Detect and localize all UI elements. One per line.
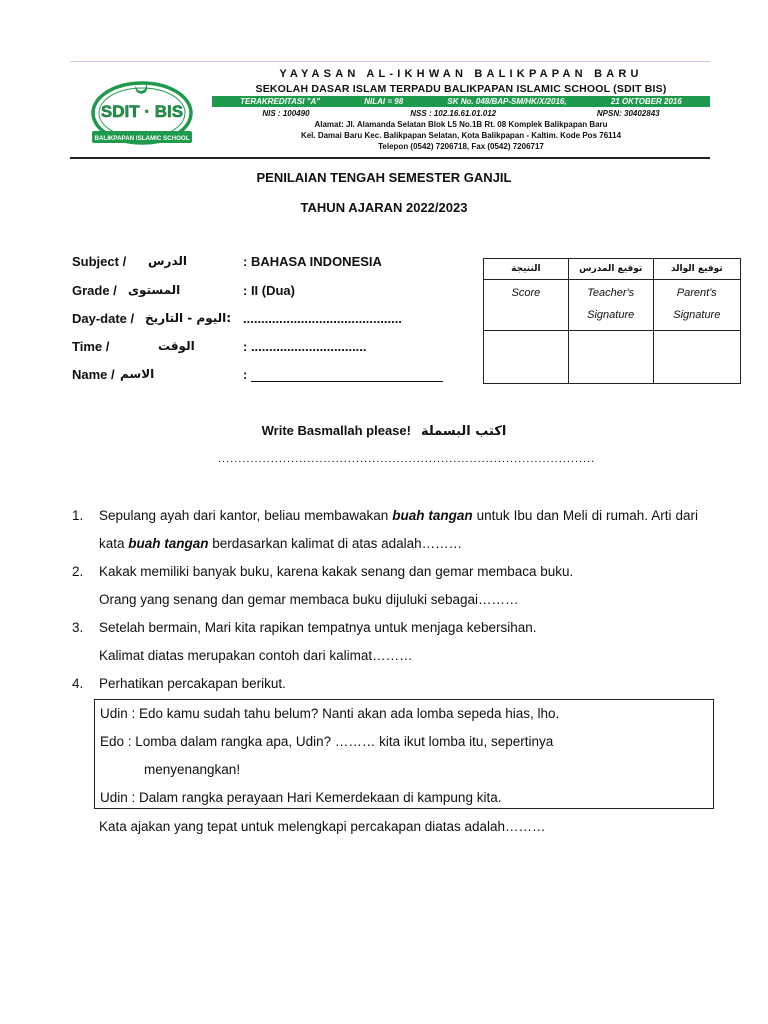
teacher-label-2: Signature bbox=[587, 309, 635, 321]
question-2-line-1: Kakak memiliki banyak buku, karena kakak senang dan gemar membaca buku. bbox=[99, 564, 574, 579]
subject-label: Subject / bbox=[72, 254, 127, 269]
grade-label: Grade / bbox=[72, 283, 117, 298]
parent-header bbox=[653, 280, 740, 331]
school-name: SEKOLAH DASAR ISLAM TERPADU BALIKPAPAN ISLAMIC SCHOOL (SDIT BIS) bbox=[255, 83, 667, 95]
subject-arabic: الدرس bbox=[148, 254, 188, 268]
name-arabic: الاسم bbox=[120, 367, 155, 381]
score-cell[interactable] bbox=[484, 331, 569, 384]
dialog-line-2: Edo : Lomba dalam rangka apa, Udin? ……… kita ikut lomba itu, sepertinya bbox=[100, 734, 554, 749]
question-3-line-2: Kalimat diatas merupakan contoh dari kalimat……… bbox=[99, 648, 413, 663]
grade-row bbox=[72, 283, 472, 303]
phone-line: Telepon (0542) 7206718, Fax (0542) 7206717 bbox=[378, 142, 544, 151]
teacher-header bbox=[568, 280, 653, 331]
teacher-signature-cell[interactable] bbox=[568, 331, 653, 384]
name-field[interactable] bbox=[251, 368, 443, 382]
address-line-1: Alamat: Jl. Alamanda Selatan Blok L5 No.1B Rt. 08 Komplek Balikpapan Baru bbox=[314, 120, 608, 129]
nss: NSS : 102.16.61.01.012 bbox=[410, 109, 497, 118]
name-label: Name / bbox=[72, 367, 115, 382]
dialog-line-4: Udin : Dalam rangka perayaan Hari Kemerdekaan di kampung kita. bbox=[100, 790, 502, 805]
accreditation-text: TERAKREDITASI "A" bbox=[240, 97, 321, 106]
name-colon: : bbox=[243, 367, 248, 382]
academic-year: TAHUN AJARAN 2022/2023 bbox=[300, 200, 468, 215]
grade-value: : II (Dua) bbox=[243, 283, 295, 298]
teacher-label-1: Teacher's bbox=[587, 287, 635, 299]
signature-table bbox=[483, 258, 741, 384]
daydate-row bbox=[72, 311, 472, 331]
question-4-closing: Kata ajakan yang tepat untuk melengkapi percakapan diatas adalah……… bbox=[99, 819, 546, 834]
school-logo bbox=[88, 73, 196, 153]
score-header-arabic: النتيجة bbox=[484, 259, 569, 280]
accreditation-score: NILAI = 98 bbox=[364, 97, 404, 106]
q1-emphasis-1: buah tangan bbox=[392, 508, 473, 523]
name-field-wrap bbox=[243, 367, 443, 382]
grade-arabic: المستوى bbox=[128, 283, 181, 297]
accreditation-bar bbox=[212, 96, 710, 107]
question-number: 3. bbox=[72, 620, 84, 635]
foundation-name: YAYASAN AL-IKHWAN BALIKPAPAN BARU bbox=[279, 68, 643, 80]
dialog-line-3: menyenangkan! bbox=[144, 762, 241, 777]
parent-label-1: Parent's bbox=[676, 287, 717, 299]
question-1 bbox=[72, 502, 698, 558]
subject-value: : BAHASA INDONESIA bbox=[243, 254, 382, 269]
question-4-line-1: Perhatikan percakapan berikut. bbox=[99, 676, 286, 691]
question-2 bbox=[72, 558, 698, 614]
q1-emphasis-2: buah tangan bbox=[128, 536, 209, 551]
question-3-line-1: Setelah bermain, Mari kita rapikan tempatnya untuk menjaga kebersihan. bbox=[99, 620, 537, 635]
school-ids bbox=[212, 109, 710, 118]
decree-number: SK No. 048/BAP-SM/HK/X/2016, bbox=[447, 97, 567, 106]
teacher-header-arabic: توقيع المدرس bbox=[568, 259, 653, 280]
q1-part-2: untuk Ibu dan Meli di rumah. Arti dari kata bbox=[99, 508, 699, 551]
score-header bbox=[484, 280, 569, 331]
question-3 bbox=[72, 614, 698, 670]
npsn: NPSN: 30402843 bbox=[596, 109, 660, 118]
question-1-text bbox=[99, 502, 698, 558]
daydate-label: Day-date / bbox=[72, 311, 135, 326]
svg-text:SDIT · BIS: SDIT · BIS bbox=[100, 102, 184, 121]
parent-label-2: Signature bbox=[673, 309, 721, 321]
parent-header-arabic: توقيع الوالد bbox=[653, 259, 740, 280]
dialog-line-1: Udin : Edo kamu sudah tahu belum? Nanti akan ada lomba sepeda hias, lho. bbox=[100, 706, 560, 721]
time-label: Time / bbox=[72, 339, 110, 354]
question-number: 4. bbox=[72, 676, 84, 691]
daydate-field[interactable]: ............................................ bbox=[243, 311, 402, 326]
header-divider bbox=[70, 157, 710, 159]
basmallah-answer-line[interactable]: ............................................................................................. bbox=[218, 453, 596, 465]
basmallah-instruction bbox=[0, 423, 768, 439]
exam-title: PENILAIAN TENGAH SEMESTER GANJIL bbox=[256, 170, 512, 185]
q1-part-1: Sepulang ayah dari kantor, beliau membawakan bbox=[99, 508, 393, 523]
question-4 bbox=[72, 670, 698, 698]
question-number: 2. bbox=[72, 564, 84, 579]
decree-date: 21 OKTOBER 2016 bbox=[610, 97, 682, 106]
question-2-line-2: Orang yang senang dan gemar membaca buku dijuluki sebagai……… bbox=[99, 592, 519, 607]
time-row bbox=[72, 339, 472, 359]
basmallah-text: Write Basmallah please! bbox=[261, 423, 411, 438]
basmallah-arabic: اكتب البسملة bbox=[420, 424, 507, 439]
subject-row bbox=[72, 254, 472, 274]
parent-signature-cell[interactable] bbox=[653, 331, 740, 384]
question-number: 1. bbox=[72, 508, 84, 523]
conversation-box bbox=[94, 699, 714, 809]
svg-text:BALIKPAPAN ISLAMIC SCHOOL: BALIKPAPAN ISLAMIC SCHOOL bbox=[94, 135, 190, 142]
top-divider bbox=[70, 61, 710, 62]
address-line-2: Kel. Damai Baru Kec. Balikpapan Selatan, Kota Balikpapan - Kaltim. Kode Pos 76114 bbox=[300, 131, 622, 140]
nis: NIS : 100490 bbox=[262, 109, 310, 118]
time-field[interactable]: : ................................ bbox=[243, 339, 367, 354]
score-label: Score bbox=[511, 287, 541, 299]
q1-part-3: berdasarkan kalimat di atas adalah……… bbox=[208, 536, 463, 551]
daydate-arabic: اليوم - التاريخ: bbox=[145, 311, 232, 325]
time-arabic: الوقت bbox=[158, 339, 195, 353]
name-row bbox=[72, 367, 472, 387]
